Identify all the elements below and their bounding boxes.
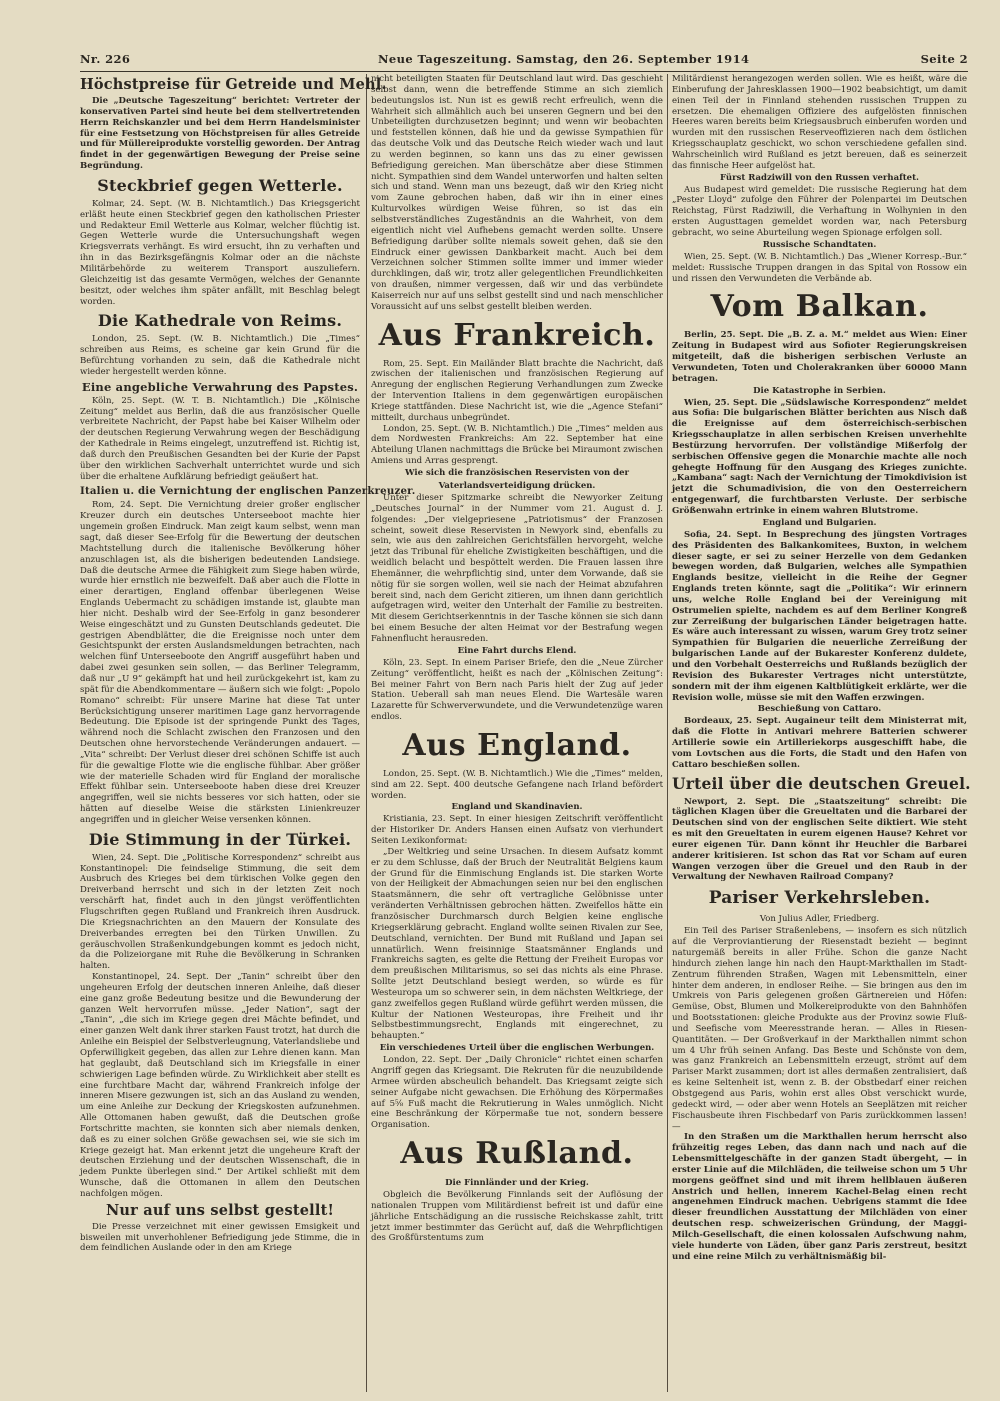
article-paragraph: Rom, 25. Sept. Ein Mailänder Blatt brachte die Nachricht, daß zwischen der italienischen und französischen Regierung auf Anregung der englischen Regierung Verhandlungen zum Zwecke der Intervention Italiens in dem gegenwärtigen europäischen Kriege stattfänden. Diese Nachricht ist, wie die „Agence Stefani“ mitteilt, durchaus unbegründet. bbox=[371, 358, 663, 423]
article-paragraph: Newport, 2. Sept. Die „Staatszeitung“ schreibt: Die täglichen Klagen über die Greueltaten und die Barbarei der Deutschen sind von der englischen Seite diktiert. Wie steht es mit den Greueltaten in eurem eigenen Hause? Kehret vor eurer eigenen Tür. Dann könnt ihr Heuchler die Barbarei anderer kritisieren. Ist schon das Rat vor Scham auf euren Wangen verzogen über die Greuel und den Raub in der Verwaltung der Newhaven Railroad Company? bbox=[672, 796, 967, 883]
article-paragraph: London, 22. Sept. Der „Daily Chronicle“ richtet einen scharfen Angriff gegen das Kriegsamt. Die Rekruten für die neuzubildende Armee würden abscheulich behandelt. Das Kriegsamt zeigte sich seiner Aufgabe nicht gewachsen. Die Erhöhung des Körpermaßes auf 5⅝ Fuß macht die Rekrutierung in Wales unmöglich. Nicht eine Beschränkung der Körpermaße tue not, sondern bessere Organisation. bbox=[371, 1055, 663, 1131]
headline-selbst-gestellt: Nur auf uns selbst gestellt! bbox=[105, 1201, 335, 1219]
article-paragraph: nicht beteiligten Staaten für Deutschland laut wird. Das geschieht selbst dann, wenn die betreffende Stimme an sich ziemlich bedeutungslos ist. Nun ist es gewiß recht erfreulich, wenn die Wahrheit sich allmählich auch bei unseren Gegnern und bei den Unbeteiligten durchzusetzen beginnt; und wenn wir beobachten und feststellen können, daß hie und da gewisse Sympathien für das deutsche Volk und das Deutsche Reich wieder wach und laut zu werden beginnen, so kann uns das zu einer gewissen Befriedigung gereichen. Man überschätze aber diese Stimmen nicht. Sympathien sind dem Wandel unterworfen und halten selten sich und stand. Wenn man uns bezeugt, daß wir den Krieg nicht vom Zaune gebrochen haben, daß wir ihn in einer eines Kulturvolkes würdigen Weise führen, so ist das ein selbstverständliches Zugeständnis an die Wahrheit, von dem eigentlich nicht viel Aufhebens gemacht werden sollte. Unsere Befriedigung darüber sollte niemals soweit gehen, daß sie den Eindruck einer gewissen Dankbarkeit macht. Auch bei dem Verzeichnen solcher Stimmen sollte immer und immer wieder durchklingen, daß wir, trotz aller gelegentlichen Freundlichkeiten von draußen, nimmer vergessen, daß wir und das verbündete Kaiserreich nur auf uns selbst gestellt sind und nach menschlicher Voraussicht auf uns selbst gestellt bleiben werden. bbox=[371, 74, 663, 312]
subheading: Die Katastrophe in Serbien. bbox=[753, 385, 886, 396]
subheading: Beschießung von Cattaro. bbox=[757, 704, 882, 715]
subheading: Wie sich die französischen Reservisten von der Vaterlandsverteidigung drücken. bbox=[404, 468, 630, 491]
article-paragraph: Wien, 24. Sept. Die „Politische Korrespondenz“ schreibt aus Konstantinopel: Die feindselige Stimmung, die seit dem Ausbruch des Krieges bei dem türkischen Volke gegen den Dreiverband herrscht und sich in der letzten Zeit noch verschärft hat, findet auch in den jüngst veröffentlichten Flugschriften gegen Rußland und Frankreich ihren Ausdruck. Die Kriegsnachrichten an den Mauern der Konsulate des Dreiverbandes erregten bei den Türken Unwillen. Zu geräuschvollen Straßenkundgebungen kommt es jedoch nicht, da die Polizeiorgane mit Ruhe die Bevölkerung in Schranken halten. bbox=[80, 852, 360, 972]
subheading: Fürst Radziwill von den Russen verhaftet. bbox=[720, 172, 919, 183]
masthead bbox=[80, 52, 968, 70]
subheading: England und Bulgarien. bbox=[762, 517, 877, 528]
article-paragraph: Kolmar, 24. Sept. (W. B. Nichtamtlich.) Das Kriegsgericht erläßt heute einen Steckbrief gegen den katholischen Priester und Redakteur Emil Wetterle aus Kolmar, welcher flüchtig ist. Gegen Wetterle wurde die Untersuchungshaft wegen Kriegsverrats verhängt. Es wird ersucht, ihn zu verhaften und ihn in das Bezirksgefängnis Kolmar oder an die nächste Militärbehörde zu weiterem Transport auszuliefern. Gleichzeitig ist das gesamte Vermögen, welches der Genannte besitzt, oder welches ihm später anfällt, mit Beschlag belegt worden. bbox=[80, 198, 360, 307]
headline-aus-russland: Aus Rußland. bbox=[400, 1136, 634, 1172]
article-paragraph: London, 25. Sept. (W. B. Nichtamtlich.) Die „Times“ schreiben aus Reims, es scheine gar kein Grund für die Befürchtung vorhanden zu sein, daß die Kathedrale nicht wieder hergestellt werden könne. bbox=[80, 334, 360, 377]
article-paragraph: Obgleich die Bevölkerung Finnlands seit der Auflösung der nationalen Truppen vom Militärdienst befreit ist und dafür eine jährliche Entschädigung an die russische Reichskasse zahlt, tritt jetzt immer bestimmter das Gerücht auf, daß die Wehrpflichtigen des Großfürstentums zum bbox=[371, 1190, 663, 1244]
headline-italien: Italien u. die Vernichtung der englischen Panzerkreuzer. bbox=[80, 485, 416, 498]
article-paragraph: Ein Teil des Pariser Straßenlebens, — insofern es sich nützlich auf die Verproviantierung der Riesenstadt bezieht — beginnt naturgemäß bereits in aller Frühe. Schon die ganze Nacht hindurch ziehen lange hin nach den Haupt-Markthallen im Stadt-Zentrum führenden Straßen, Wagen mit Lebensmitteln, einer hinter dem anderen, in endloser Reihe. — Sie bringen aus den im Umkreis von Paris gelegenen großen Gärtnereien und Höfen: Gemüse, Obst, Blumen und Molkereiprodukte von den Bahnhöfen und Bootsstationen: gleiche Produkte aus der Provinz sowie Fluß- und Seefische vom Meeresstrande heran. — Alles in Riesen-Quantitäten. — Der Großverkauf in der Markthallen nimmt schon um 4 Uhr früh seinen Anfang. Das Beste und Schönste von dem, was ganz Frankreich an Lebensmitteln erzeugt, strömt auf dem Pariser Markt zusammen; dort ist alles dermaßen zentralisiert, daß es keine Seltenheit ist, wenn z. B. der Obstbedarf einer reichen Obstgegend aus Paris, wohin erst alles Obst verschickt wurde, gedeckt wird, — oder aber wenn Hotels an Seeplätzen mit reicher Fischausbeute ihren Fischbedarf von Paris zurückkommen lassen! — bbox=[672, 926, 967, 1132]
article-paragraph: London, 25. Sept. (W. B. Nichtamtlich.) Die „Times“ melden aus dem Nordwesten Frankreichs: Am 22. September hat eine Abteilung Ulanen nachmittags die Brücke bei Miraumont zwischen Amiens und Arras gesprengt. bbox=[371, 423, 663, 467]
column-divider bbox=[366, 74, 367, 1392]
headline-aus-england: Aus England. bbox=[402, 727, 632, 763]
header-rule bbox=[80, 71, 968, 72]
article-paragraph: Die Presse verzeichnet mit einer gewissen Emsigkeit und bisweilen mit unverhohlener Befriedigung jede Stimme, die in dem feindlichen Auslande oder in den am Kriege bbox=[80, 1221, 360, 1254]
article-paragraph: Köln, 25. Sept. (W. T. B. Nichtamtlich.) Die „Kölnische Zeitung“ meldet aus Berlin, daß die aus französischer Quelle verbreitete Nachricht, der Papst habe bei Kaiser Wilhelm oder der deutschen Regierung Verwahrung wegen der Beschädigung der Kathedrale in Reims eingelegt, unzutreffend ist. Richtig ist, daß durch den Preußischen Gesandten bei der Kurie der Papst über den wirklichen Sachverhalt unterrichtet wurde und sich über die erhaltene Aufklärung befriedigt geäußert hat. bbox=[80, 395, 360, 482]
subheading: Eine Fahrt durchs Elend. bbox=[457, 645, 577, 656]
article-paragraph: Sofia, 24. Sept. In Besprechung des jüngsten Vortrages des Präsidenten des Balkankomitees, Buxton, in welchem dieser sagte, er sei zu seiner Herzelle von dem Gedanken bewegen worden, daß Bulgarien, welches alle Sympathien Englands besitze, vielleicht in die Reihe der Gegner Englands treten könnte, sagt die „Politika“: Wir erinnern uns, welche Rolle England bei der Vereinigung mit Ostrumelien spielte, nachdem es auf dem Berliner Kongreß zur Zerreißung der bulgarischen Länder beigetragen hatte. Es wäre auch interessant zu wissen, warum Grey trotz seiner Sympathien für Bulgarien die neuerliche Zerreißung der bulgarischen Lande auf der Bukarester Konferenz duldete, und den Vorbehalt Oesterreichs und Rußlands bezüglich der Revision des Bukarester Vertrages nicht unterstützte, sondern mit der ihm eigenen Kaltblütigkeit erklärte, wer die Revision wolle, müsse sie mit den Waffen erzwingen. bbox=[672, 529, 967, 703]
issue-number: Nr. 226 bbox=[80, 52, 131, 66]
article-paragraph: Wien, 25. Sept. (W. B. Nichtamtlich.) Das „Wiener Korresp.-Bur.“ meldet: Russische Truppen drangen in das Spital von Rossow ein und rissen den Verwundeten die Verbände ab. bbox=[672, 251, 967, 284]
article-paragraph: Bordeaux, 25. Sept. Augaineur teilt dem Ministerrat mit, daß die Flotte in Antivari mehrere Batterien schwerer Artillerie sowie ein Artilleriekorps ausgeschifft habe, die vom Lovtschen aus die Forts, die Stadt und den Hafen von Cattaro beschießen sollen. bbox=[672, 716, 967, 770]
headline-papst: Eine angebliche Verwahrung des Papstes. bbox=[81, 379, 359, 394]
headline-steckbrief: Steckbrief gegen Wetterle. bbox=[97, 175, 343, 195]
headline-pariser-verkehrsleben: Pariser Verkehrsleben. bbox=[708, 888, 931, 909]
article-paragraph: Kristiania, 23. Sept. In einer hiesigen Zeitschrift veröffentlicht der Historiker Dr. Anders Hansen einen Aufsatz von vierhundert Seiten Lexikonformat: bbox=[371, 814, 663, 847]
column-1 bbox=[80, 74, 416, 1394]
column-2 bbox=[371, 74, 663, 1394]
article-paragraph: Militärdienst herangezogen werden sollen. Wie es heißt, wäre die Einberufung der Jahresklassen 1900—1902 beabsichtigt, um damit einen Teil der in Finnland stehenden russischen Truppen zu ersetzen. Die ehemaligen Offiziere des aufgelösten finnischen Heeres waren bereits beim Kriegsausbruch einberufen worden und wurden mit den russischen Reserveoffizieren nach dem östlichen Kriegsschauplatz geschickt, wo schon verschiedene gefallen sind. Wahrscheinlich wird Rußland es jetzt bereuen, daß es seinerzeit das finnische Heer aufgelöst hat. bbox=[672, 74, 967, 171]
article-paragraph: Aus Budapest wird gemeldet: Die russische Regierung hat dem „Pester Lloyd“ zufolge den Führer der Polenpartei im Deutschen Reichstag, Fürst Radziwill, die Verhaftung in Wolhynien in den ersten Augusttagen gemeldet worden war, nach Petersburg gebracht, wo seine Aburteilung wegen Spionage erfolgen soll. bbox=[672, 184, 967, 238]
article-paragraph: Rom, 24. Sept. Die Vernichtung dreier großer englischer Kreuzer durch ein deutsches Unterseeboot machte hier ungemein großen Eindruck. Man zeigt kaum selbst, wenn man sagt, daß dieser See-Erfolg für die Bewertung der deutschen Machtstellung durch die italienische Bevölkerung höher anzuschlagen ist, als die bisherigen bedeutenden Landsiege. Daß die deutsche Armee die Fähigkeit zum Siege haben würde, wurde hier ernstlich nie bezweifelt. Daß aber auch die Flotte in einer derartigen, England offenbar überlegenen Weise Englands Uebermacht zu schädigen imstande ist, glaubte man hier nicht. Deshalb wird der See-Erfolg in ganz besonderer Weise eingeschätzt und zu Gunsten Deutschlands gedeutet. Die gestrigen Abendblätter, die die Ereignisse noch unter dem Gesichtspunkt der ersten Auslandsmeldungen betrachten, nach welchen fünf Unterseeboote den Angriff ausgeführt haben und dabei zwei gesunken sein sollen, — das Berliner Telegramm, daß nur „U 9“ gekämpft hat und heil zurückgekehrt ist, kam zu spät für die Abendkommentare — äußern sich wie folgt: „Popolo Romano“ schreibt: Für unsere Marine hat diese Tat unter Berücksichtigung unserer maritimen Lage ganz hervorragende Bedeutung. Die Episode ist der springende Punkt des Tages, während noch die Schlacht zwischen den Franzosen und den Deutschen ohne hervorstechende Veränderungen andauert. — „Vita“ schreibt: Der Verlust dieser drei schönen Schiffe ist auch für die gewaltige Flotte wie die englische fühlbar. Aber größer wie der materielle Schaden wird für England der moralische Effekt fühlbar sein. Unterseeboote haben diese drei Kreuzer angegriffen, weil sie nichts besseres vor sich hatten, oder sie hätten auf dieselbe Weise die stärksten Linienkreuzer angegriffen und in gleicher Weise versenken können. bbox=[80, 500, 360, 825]
article-paragraph: „Der Weltkrieg und seine Ursachen. In diesem Aufsatz kommt er zu dem Schlusse, daß der Bruch der Neutralität Belgiens kaum der Grund für die Einmischung Englands ist. Die starken Worte von der Heiligkeit der Abmachungen seien nur bei den englischen Staatsmännern, die sehr oft vertragliche Gelöbnisse unter veränderten Verhältnissen gebrochen hätten. Zweifellos hätte ein französischer Durchmarsch durch Belgien keine englische Kriegserklärung gebracht. England wollte seinen Rivalen zur See, Deutschland, vernichten. Der Bund mit Rußland und Japan sei unnatürlich. Wenn freisinnige Staatsmänner Englands und Frankreichs sagten, es gelte die Rettung der Freiheit Europas vor dem preußischen Militarismus, so sei das nichts als eine Phrase. Sollte jetzt Deutschland besiegt werden, so würde es für Westeuropa um so schwerer sein, in dem nächsten Weltkriege, der ganz zweifellos gegen Rußland würde geführt werden müssen, die Kultur der Nationen Westeuropas, ihre Freiheit und ihr Selbstbestimmungsrecht, Englands mit eingerechnet, zu behaupten.“ bbox=[371, 846, 663, 1042]
headline-hoechstpreise: Höchstpreise für Getreide und Mehl. bbox=[80, 76, 387, 93]
headline-tuerkei: Die Stimmung in der Türkei. bbox=[88, 829, 352, 849]
subheading: Ein verschiedenes Urteil über die englischen Werbungen. bbox=[379, 1043, 655, 1054]
subheading: England und Skandinavien. bbox=[451, 802, 583, 813]
headline-vom-balkan: Vom Balkan. bbox=[710, 289, 929, 325]
article-paragraph: In den Straßen um die Markthallen herum herrscht also frühzeitig reges Leben, das dann nach und nach auf die Lebensmittelgeschäfte in der ganzen Stadt übergeht, — in erster Linie auf die Milchläden, die teilweise schon um 5 Uhr morgens geöffnet sind und mit ihrem hellblauen äußeren Anstrich und hellen, innerem Kachel-Belag einen recht angenehmen Eindruck machen. Uebrigens stammt die Idee dieser freundlichen Ausstattung der Milchläden von einer deutschen resp. schweizerischen Gründung, der Maggi-Milch-Gesellschaft, die einen kolossalen Aufschwung nahm, viele hunderte von Läden, über ganz Paris zerstreut, besitzt und eine reine Milch zu verhältnismäßig bil- bbox=[672, 1132, 967, 1262]
page-number: Seite 2 bbox=[920, 52, 968, 66]
article-paragraph: Unter dieser Spitzmarke schreibt die Newyorker Zeitung „Deutsches Journal“ in der Nummer vom 21. August d. J. folgendes: „Der vielgepriesene „Patriotismus“ der Franzosen scheint, soweit diese Reservisten in Newyork sind, ebenfalls zu sein, wie aus den zahlreichen Gerichtsfällen hervorgeht, welche jetzt das Tribunal für eheliche Zwistigkeiten beschäftigen, und die weidlich belacht und bespöttelt werden. Die Frauen lassen ihre Ehemänner, die wehrpflichtig sind, unter dem Vorwande, daß sie nötig für sie sorgen wollen, weil sie nach der Heimat abzufahren bereit sind, nach dem Gericht zitieren, um ihnen dann gerichtlich aufgetragen wird, weiter den Unterhalt der Familie zu bestreiten. Mit diesem Gerichtserkenntnis in der Tasche können sie sich dann bei einem Besuche der alten Heimat vor der Bestrafung wegen Fahnenflucht herausreden. bbox=[371, 493, 663, 644]
column-3 bbox=[672, 74, 971, 1394]
subheading: Die Finnländer und der Krieg. bbox=[445, 1178, 589, 1189]
masthead-title-date: Neue Tageszeitung. Samstag, den 26. September 1914 bbox=[378, 52, 750, 66]
headline-kathedrale: Die Kathedrale von Reims. bbox=[97, 311, 343, 331]
subheading: Russische Schandtaten. bbox=[762, 239, 877, 250]
article-paragraph: Wien, 25. Sept. Die „Südslawische Korrespondenz“ meldet aus Sofia: Die bulgarischen Blätter berichten aus Nisch daß die Ereignisse auf dem österreichisch-serbischen Kriegsschauplatze in allen serbischen Kreisen unverhehlte Bestürzung hervorrufen. Der vollständige Mißerfolg der serbischen Offensive gegen die Monarchie machte alle noch gehegte Hoffnung für den Ausgang des Krieges zunichte. „Kambana“ sagt: Nach der Vernichtung der Timokdivision ist jetzt die Schumadivision, die von den Oesterreichern entgegenwarf, die furchtbarsten Verluste. Der serbische Größenwahn ertrinke in einem wahren Blutstrome. bbox=[672, 397, 967, 516]
article-paragraph: London, 25. Sept. (W. B. Nichtamtlich.) Wie die „Times“ melden, sind am 22. Sept. 400 deutsche Gefangene nach Irland befördert worden. bbox=[371, 768, 663, 801]
article-paragraph: Berlin, 25. Sept. Die „B. Z. a. M.“ meldet aus Wien: Einer Zeitung in Budapest wird aus Sofioter Regierungskreisen mitgeteilt, daß die bisherigen serbischen Verluste an Verwundeten, Toten und Cholerakranken über 60000 Mann betragen. bbox=[672, 330, 967, 384]
article-paragraph: Köln, 23. Sept. In einem Pariser Briefe, den die „Neue Zürcher Zeitung“ veröffentlicht, heißt es nach der „Kölnischen Zeitung“: Bei meiner Fahrt von Bern nach Paris hielt der Zug auf jeder Station. Ueberall sah man neues Elend. Die Wartesäle waren Lazarette für Schwerverwundete, und die Verwundetenzüge waren endlos. bbox=[371, 657, 663, 723]
article-paragraph: Konstantinopel, 24. Sept. Der „Tanin“ schreibt über den ungeheuren Erfolg der deutschen inneren Anleihe, daß dieser eine ganz große Bedeutung besitze und die Bewunderung der ganzen Welt hervorrufen müsse. „Jeder Nation“, sagt der „Tanin“, „die sich im Kriege gegen drei Mächte befindet, und einer ganzen Welt dank ihrer starken Faust trotzt, hat durch die Anleihe ein Beispiel der Selbstverleugnung, Vaterlandsliebe und Opferwilligkeit gegeben, das allen zur Lehre dienen kann. Man hat geglaubt, daß Deutschland sich im Kriegsfalle in einer schwierigen Lage befinden würde. Zu Wirklichkeit aber stellt es eine furchtbare Macht dar, während Frankreich infolge der inneren Misere gezwungen ist, sich an das Ausland zu wenden, um eine Anleihe zur Deckung der Kriegskosten aufzunehmen. Alle Ottomanen haben gewußt, daß die Deutschen große Fortschritte machten, sie konnten sich aber niemals denken, daß es zu einer solchen Größe gewachsen sei, wie sie sich im Kriege gezeigt hat. Man erkennt jetzt die ungeheure Kraft der deutschen Erziehung und der deutschen Wissenschaft, die in jedem Punkte überlegen sind.“ Der Artikel schließt mit dem Wunsche, daß die Ottomanen in allem den Deutschen nachfolgen mögen. bbox=[80, 972, 360, 1199]
column-divider bbox=[667, 74, 668, 1392]
headline-greuel: Urteil über die deutschen Greuel. bbox=[672, 773, 971, 793]
byline: Von Julius Adler, Friedberg. bbox=[759, 914, 880, 925]
article-paragraph: Die „Deutsche Tageszeitung“ berichtet: Vertreter der konservativen Partei sind heute bei dem stellvertretenden Herrn Reichskanzler und bei dem Herrn Handelsminister für eine Festsetzung von Höchstpreisen für alles Getreide und für Müllereiprodukte vorstellig geworden. Der Antrag findet in der gegenwärtigen Bewegung der Preise seine Begründung. bbox=[80, 96, 360, 172]
headline-aus-frankreich: Aus Frankreich. bbox=[378, 317, 656, 353]
